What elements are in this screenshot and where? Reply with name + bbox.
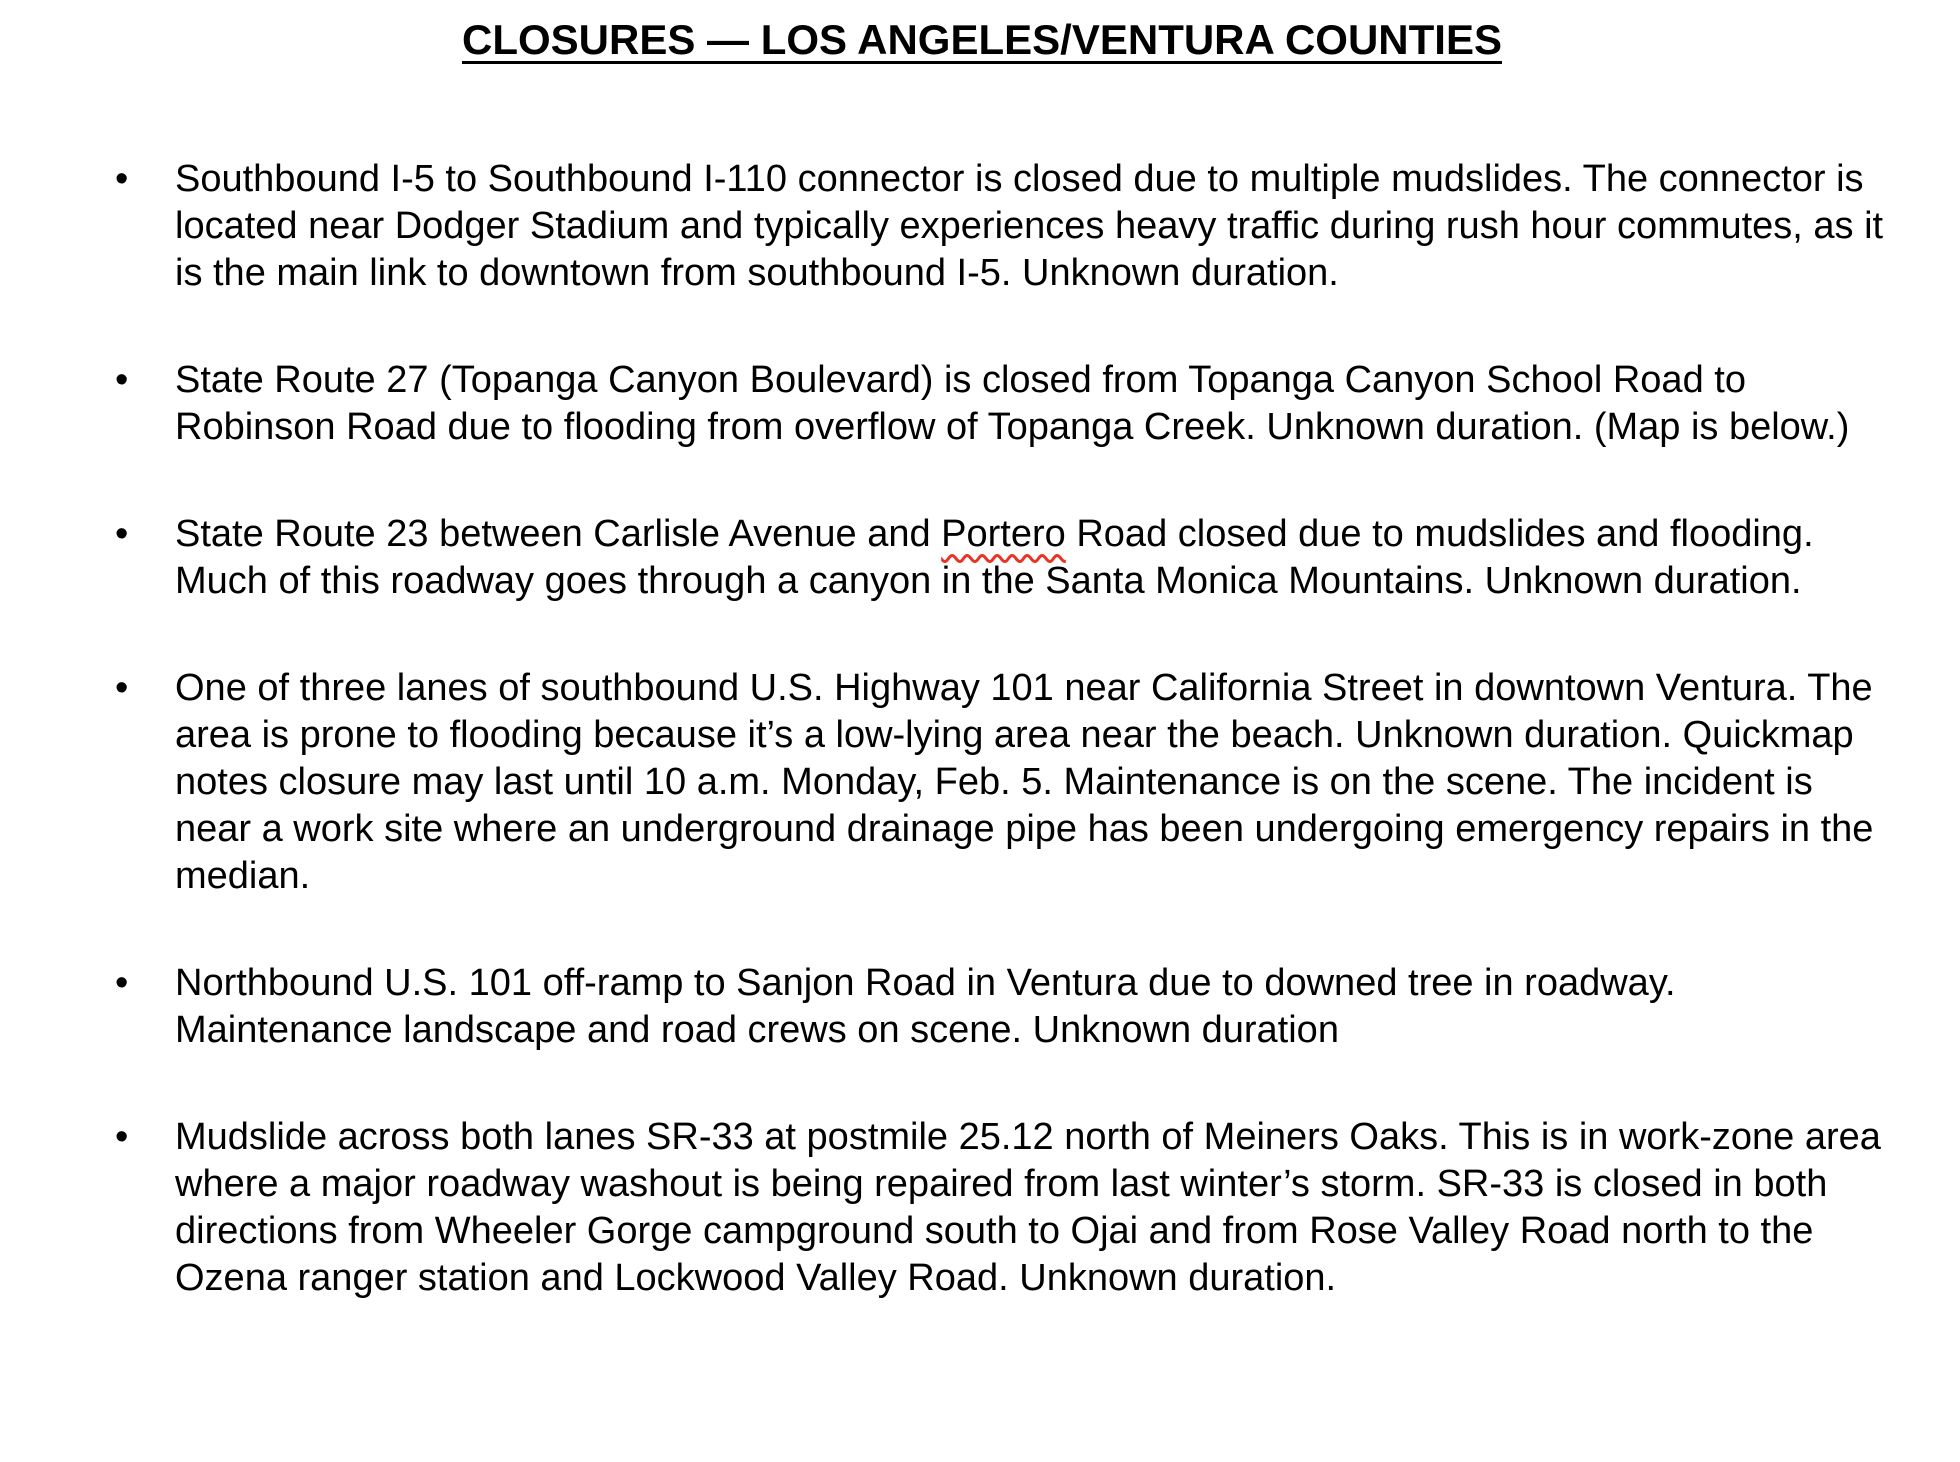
bullet-icon: • (115, 513, 129, 555)
closure-item-text: Southbound I-5 to Southbound I-110 connector is closed due to multiple mudslides. The connector is located near Dodger Stadium and typically experiences heavy traffic during rush hour commutes, as it is the main link to downtown from southbound I-5. Unknown duration. (175, 158, 1884, 294)
bullet-icon: • (115, 667, 129, 709)
document-title: CLOSURES — LOS ANGELES/VENTURA COUNTIES (462, 16, 1502, 63)
misspelled-word: Portero (941, 513, 1066, 555)
closure-item-text: Northbound U.S. 101 off-ramp to Sanjon Road in Ventura due to downed tree in roadway. Maintenance landscape and road crews on scene. Unknown duration (175, 962, 1676, 1051)
closure-item-sr23-carlisle-portero (115, 511, 1884, 605)
closure-item-text: One of three lanes of southbound U.S. Highway 101 near California Street in downtown Ventura. The area is prone to flooding because it’s a low-lying area near the beach. Unknown duration. Quickmap notes closure may last until 10 a.m. Monday, Feb. 5. Maintenance is on the scene. The incident is near a work site where an underground drainage pipe has been undergoing emergency repairs in the median. (175, 667, 1874, 897)
closure-item-text: State Route 27 (Topanga Canyon Boulevard) is closed from Topanga Canyon School Road to Robinson Road due to flooding from overflow of Topanga Creek. Unknown duration. (Map is below.) (175, 359, 1850, 448)
closure-item-text-before: State Route 23 between Carlisle Avenue and (175, 513, 942, 555)
closure-item-text: Mudslide across both lanes SR-33 at postmile 25.12 north of Meiners Oaks. This is in work-zone area where a major roadway washout is being repaired from last winter’s storm. SR-33 is closed in both directions from Wheeler Gorge campground south to Ojai and from Rose Valley Road north to the Ozena ranger station and Lockwood Valley Road. Unknown duration. (175, 1116, 1881, 1299)
bullet-icon: • (115, 359, 129, 401)
closure-item-sr27-topanga (115, 357, 1884, 451)
closure-item-us101-california-street (115, 665, 1884, 900)
closure-list (115, 156, 1884, 1302)
bullet-icon: • (115, 158, 129, 200)
bullet-icon: • (115, 962, 129, 1004)
closure-item-text (175, 513, 1814, 602)
bullet-icon: • (115, 1116, 129, 1158)
closure-item-us101-sanjon-offramp (115, 960, 1884, 1054)
closure-item-text-after: Road closed due to mudslides and flooding. Much of this roadway goes through a canyon in the Santa Monica Mountains. Unknown duration. (175, 513, 1814, 602)
closure-item-i5-i110-connector (115, 156, 1884, 297)
closure-item-sr33-meiners-oaks (115, 1114, 1884, 1302)
